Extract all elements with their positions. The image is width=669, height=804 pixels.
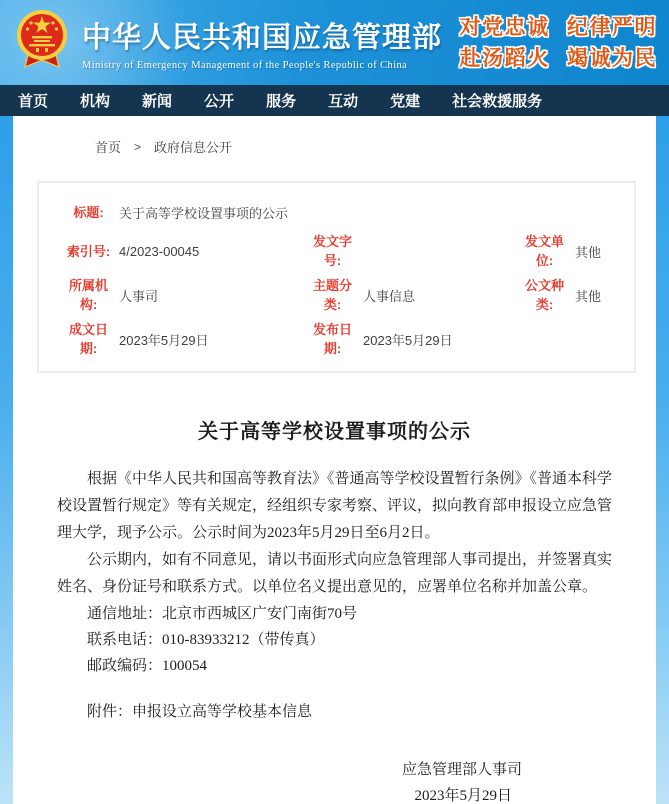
meta-field-document-type: [521, 273, 634, 317]
breadcrumb: [13, 116, 656, 156]
nav-item-organization[interactable]: 机构: [80, 93, 111, 110]
breadcrumb-home-link[interactable]: 首页: [95, 140, 122, 155]
main-nav: [0, 85, 669, 116]
contact-postcode: 邮政编码：100054: [87, 658, 208, 674]
nav-item-disclosure[interactable]: 公开: [204, 93, 235, 110]
signature-date: 2023年5月29日: [414, 788, 512, 804]
contact-address: 通信地址：北京市西城区广安门南街70号: [87, 606, 358, 622]
nav-item-home[interactable]: 首页: [18, 93, 49, 110]
meta-label-title: 标题:: [73, 204, 104, 220]
slogan-line-1: 对党忠诚 纪律严明: [459, 15, 657, 39]
meta-value-publish-date: 2023年5月29日: [363, 332, 453, 348]
meta-field-index-number: [65, 229, 309, 273]
meta-label-index-number: 索引号:: [66, 243, 111, 259]
site-title-cn: 中华人民共和国应急管理部: [82, 21, 443, 54]
meta-row-title: [65, 195, 634, 229]
signature-name: 应急管理部人事司: [401, 762, 522, 778]
site-header: [0, 0, 669, 85]
nav-item-rescue-services[interactable]: 社会救援服务: [452, 93, 543, 110]
meta-value-index-number: 4/2023-00045: [119, 243, 200, 259]
meta-value-department: 人事司: [119, 288, 159, 304]
meta-label-written-date: 成文日期:: [68, 322, 108, 356]
signature-block: [57, 757, 612, 804]
meta-label-publish-date: 发布日期:: [312, 322, 352, 356]
meta-value-title: 关于高等学校设置事项的公示: [119, 205, 289, 221]
meta-row-1: [65, 229, 634, 273]
meta-label-topic-category: 主题分类:: [312, 278, 352, 312]
meta-row-2: [65, 273, 634, 317]
national-emblem-icon: [14, 9, 70, 76]
document-body: [57, 466, 612, 804]
article: [13, 415, 656, 804]
meta-value-document-type: 其他: [575, 288, 602, 304]
nav-item-services[interactable]: 服务: [266, 93, 297, 110]
nav-item-news[interactable]: 新闻: [142, 93, 173, 110]
slogan-line-2: 赴汤蹈火 竭诚为民: [459, 46, 657, 70]
site-title-group: [82, 15, 442, 71]
meta-field-empty: [521, 317, 634, 361]
paragraph-2: 公示期内，如有不同意见，请以书面形式向应急管理部人事司提出，并签署真实姓名、身份证号和联系方式。以单位名义提出意见的，应署单位名称并加盖公章。: [57, 552, 613, 595]
breadcrumb-separator: >: [134, 139, 142, 154]
meta-label-document-number: 发文字号:: [312, 234, 352, 268]
meta-field-publish-date: [309, 317, 521, 361]
meta-field-written-date: [65, 317, 309, 361]
meta-label-issuing-unit: 发文单位:: [524, 234, 564, 268]
document-title: 关于高等学校设置事项的公示: [198, 421, 471, 443]
meta-value-topic-category: 人事信息: [363, 288, 416, 304]
meta-field-document-number: [309, 229, 521, 273]
document-meta-box: [37, 181, 636, 373]
meta-field-issuing-unit: [521, 229, 634, 273]
meta-value-issuing-unit: 其他: [575, 244, 602, 260]
meta-value-written-date: 2023年5月29日: [119, 332, 209, 348]
attachment-line: 附件：申报设立高等学校基本信息: [87, 704, 313, 720]
contact-phone: 联系电话：010-83933212（带传真）: [87, 632, 325, 648]
meta-field-title: [65, 195, 288, 229]
body-frame: [0, 116, 669, 804]
nav-item-party[interactable]: 党建: [390, 93, 421, 110]
nav-item-interaction[interactable]: 互动: [328, 93, 359, 110]
meta-label-document-type: 公文种类:: [524, 278, 564, 312]
site-title-en: Ministry of Emergency Management of the People's Republic of China: [82, 59, 408, 71]
meta-row-3: [65, 317, 634, 361]
meta-label-department: 所属机构:: [68, 278, 108, 312]
content-area: [13, 116, 656, 804]
header-slogans: [460, 12, 657, 74]
breadcrumb-current-link[interactable]: 政府信息公开: [154, 140, 233, 155]
meta-field-department: [65, 273, 309, 317]
meta-field-topic-category: [309, 273, 521, 317]
paragraph-1: 根据《中华人民共和国高等教育法》《普通高等学校设置暂行条例》《普通本科学校设置暂行规定》等有关规定，经组织专家考察、评议，拟向教育部申报设立应急管理大学，现予公示。公示时间为2023年5月29日至6月2日。: [57, 471, 613, 541]
